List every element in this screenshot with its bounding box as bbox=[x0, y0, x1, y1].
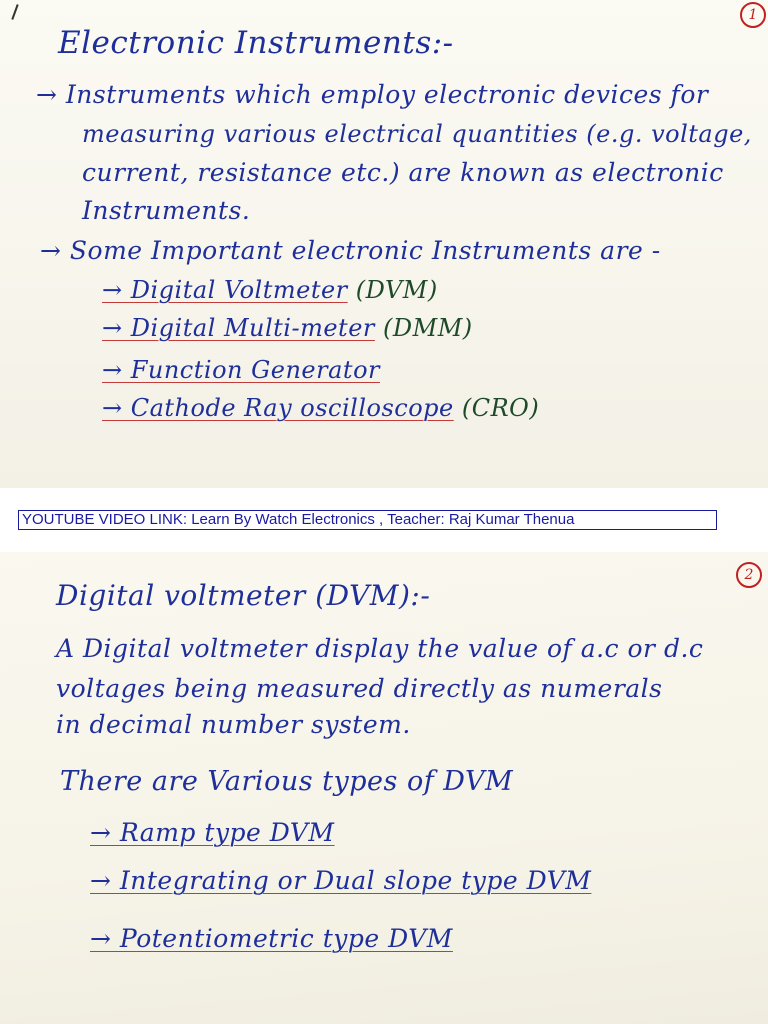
youtube-link-banner[interactable]: YOUTUBE VIDEO LINK: Learn By Watch Electronics , Teacher: Raj Kumar Thenua bbox=[18, 510, 717, 530]
page-number-badge: 1 bbox=[740, 2, 766, 28]
list-item-label: → Function Generator bbox=[102, 356, 380, 384]
list-item-label: → Digital Voltmeter bbox=[102, 276, 348, 304]
description-line: A Digital voltmeter display the value of a.c or d.c bbox=[56, 634, 704, 663]
list-item-label: → Ramp type DVM bbox=[90, 818, 335, 847]
definition-line: measuring various electrical quantities (e.g. voltage, bbox=[82, 120, 752, 148]
list-item-label: → Integrating or Dual slope type DVM bbox=[90, 866, 592, 895]
pen-mark bbox=[11, 4, 18, 20]
definition-line: Instruments. bbox=[82, 196, 251, 225]
list-item-label: → Digital Multi-meter bbox=[102, 314, 375, 342]
list-item bbox=[90, 926, 453, 951]
list-intro: → Some Important electronic Instruments are - bbox=[40, 236, 661, 265]
list-item bbox=[90, 820, 335, 845]
list-item-abbreviation: (CRO) bbox=[461, 394, 540, 422]
description-line: voltages being measured directly as numerals bbox=[56, 674, 663, 703]
list-item-abbreviation: (DVM) bbox=[355, 276, 438, 304]
list-item bbox=[102, 278, 438, 302]
page-title: Electronic Instruments:- bbox=[58, 25, 454, 61]
definition-line: current, resistance etc.) are known as electronic bbox=[82, 158, 724, 187]
notes-page-2 bbox=[0, 552, 768, 1024]
types-intro: There are Various types of DVM bbox=[60, 766, 514, 797]
page-title: Digital voltmeter (DVM):- bbox=[56, 579, 431, 612]
list-item-abbreviation: (DMM) bbox=[383, 314, 473, 342]
list-item-label: → Potentiometric type DVM bbox=[90, 924, 453, 953]
list-item bbox=[102, 358, 380, 382]
list-item-label: → Cathode Ray oscilloscope bbox=[102, 394, 454, 422]
notes-page-1 bbox=[0, 0, 768, 488]
page-number-badge: 2 bbox=[736, 562, 762, 588]
list-item bbox=[90, 868, 591, 893]
list-item bbox=[102, 316, 473, 340]
list-item bbox=[102, 396, 539, 420]
description-line: in decimal number system. bbox=[56, 710, 411, 739]
definition-line: → Instruments which employ electronic devices for bbox=[36, 80, 709, 109]
